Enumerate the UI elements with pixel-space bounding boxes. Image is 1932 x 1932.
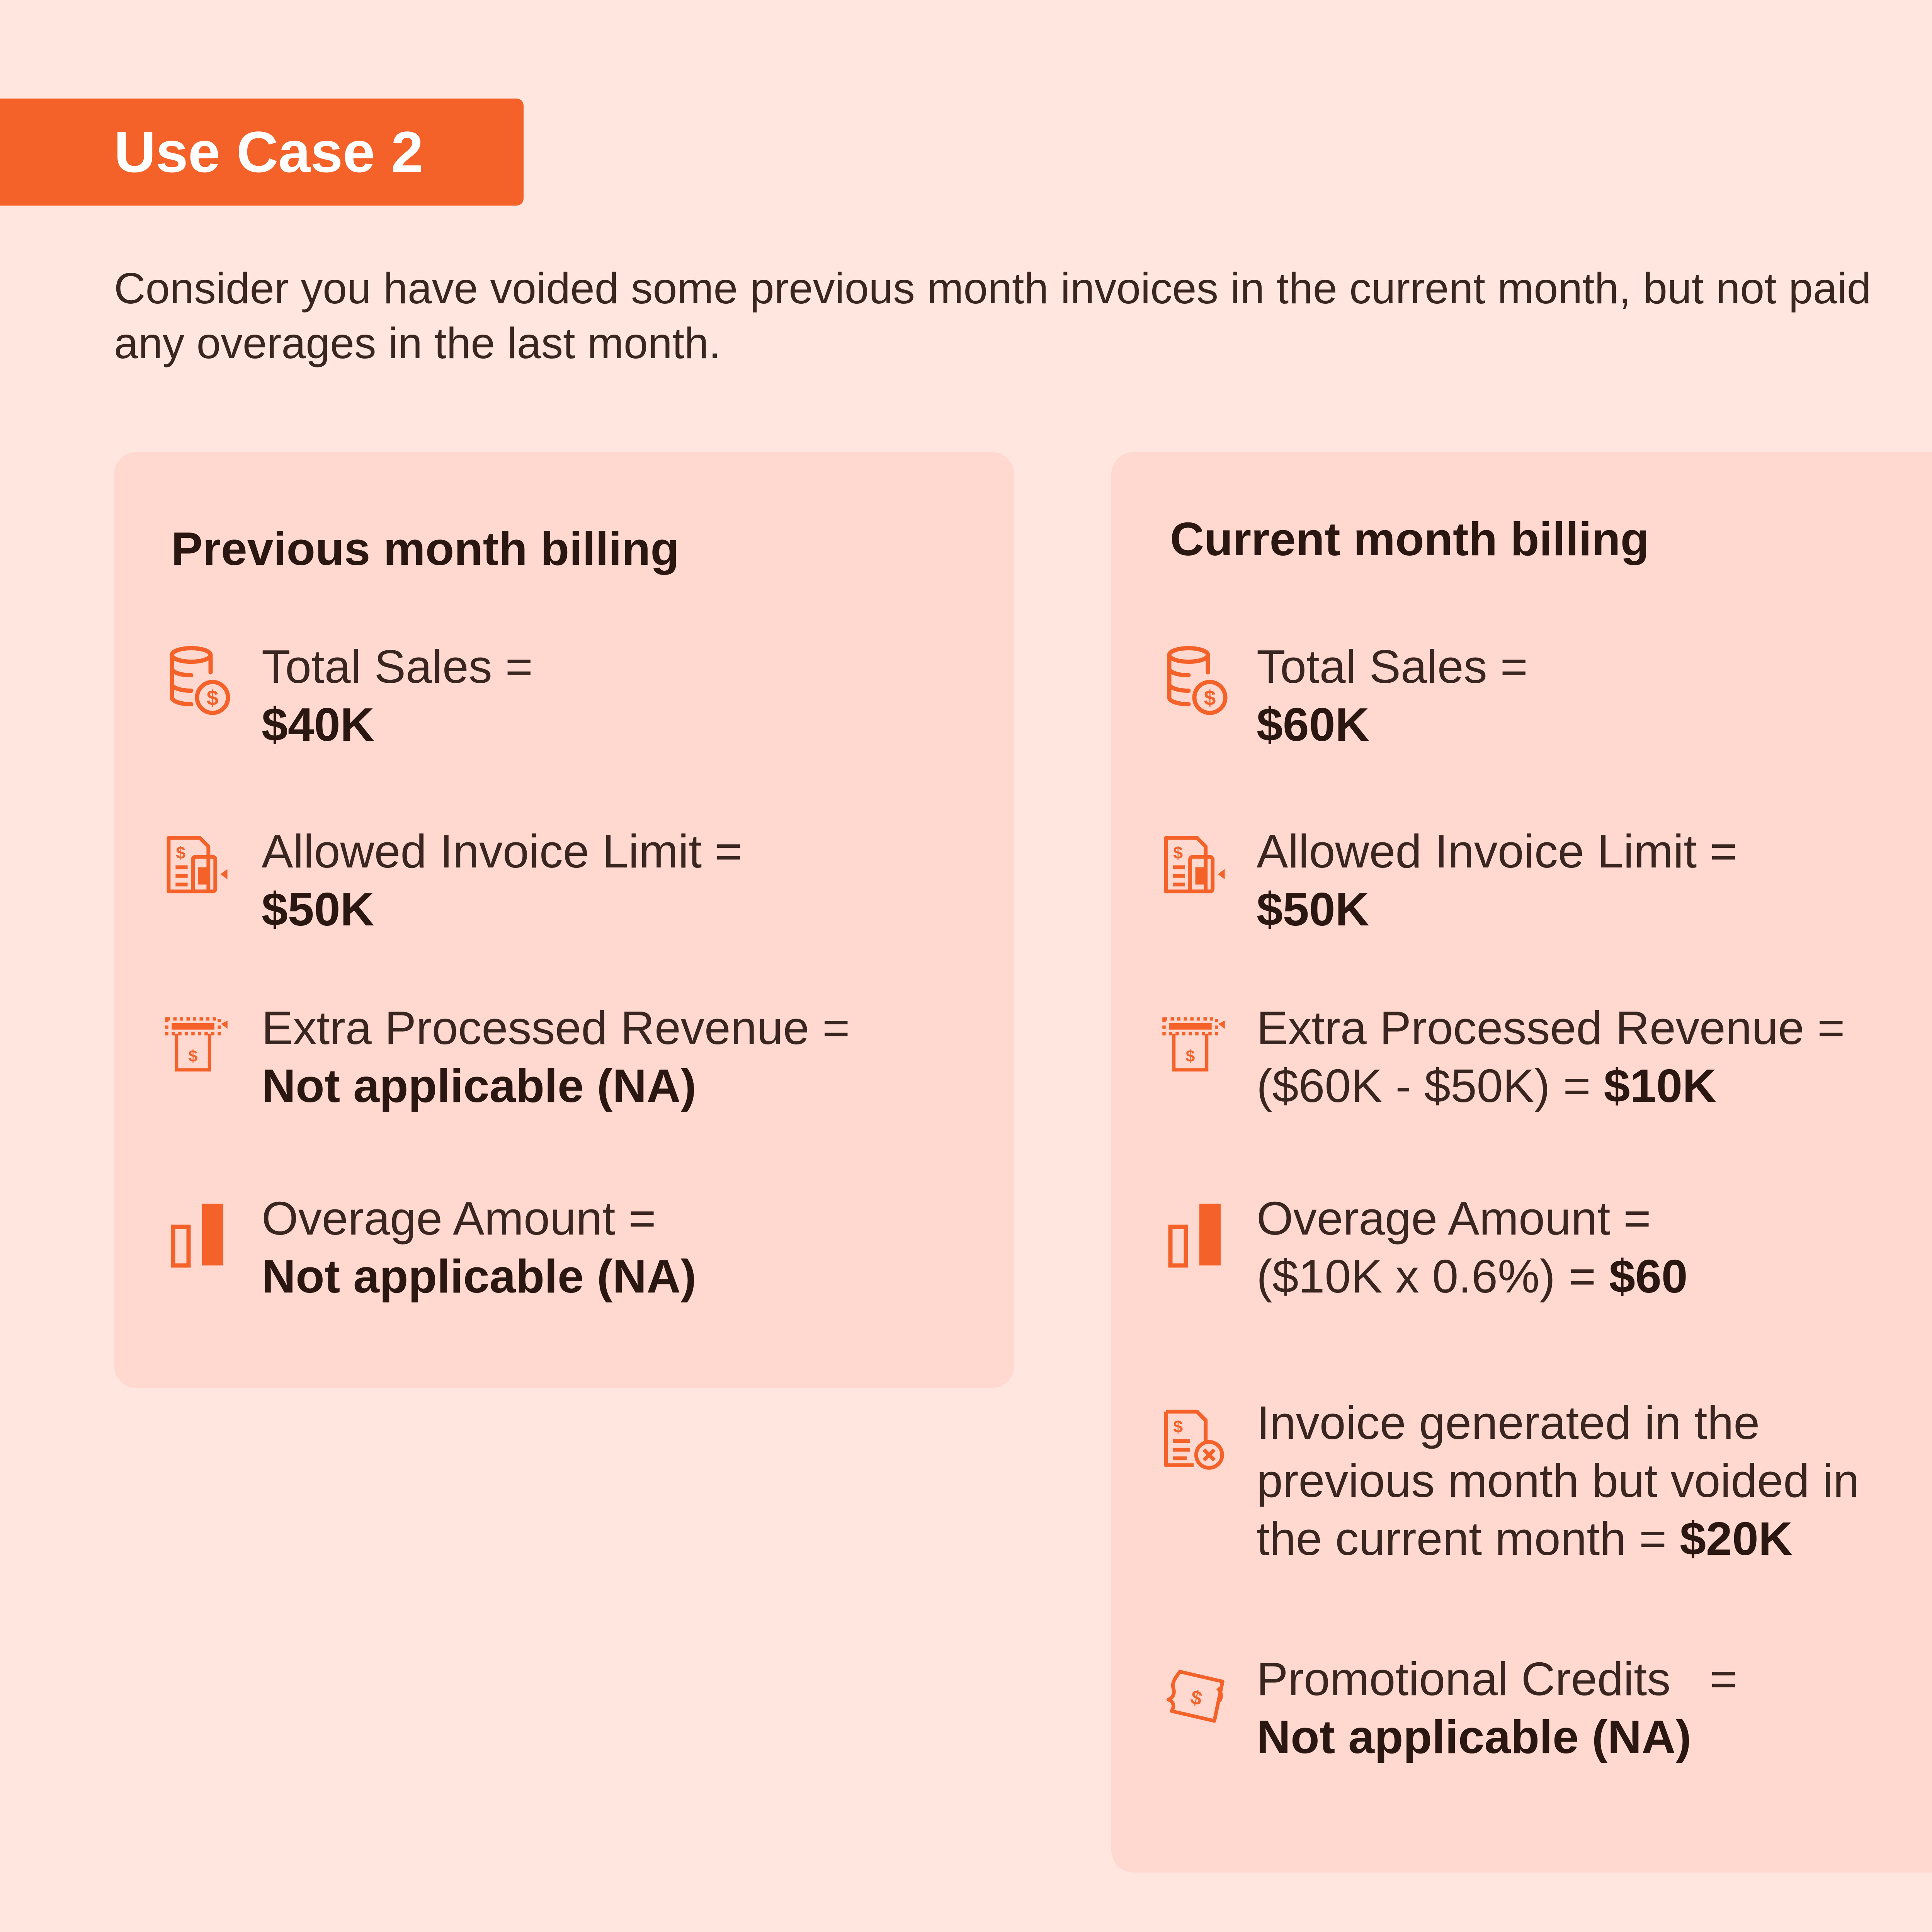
curr-total-sales-value: $60K <box>1257 698 1369 751</box>
previous-month-title: Previous month billing <box>171 522 679 575</box>
promo-ticket-icon <box>1163 1660 1229 1733</box>
curr-promo-credits-text <box>1257 1650 1737 1766</box>
curr-promo-credits-label: Promotional Credits = <box>1257 1653 1738 1705</box>
curr-voided-line-2: previous month but voided in <box>1257 1454 1859 1507</box>
curr-extra-revenue-text <box>1257 999 1845 1115</box>
prev-overage-value: Not applicable (NA) <box>262 1250 697 1303</box>
coins-dollar-icon <box>1163 645 1229 719</box>
invoice-limit-icon <box>163 829 229 902</box>
intro-line-2: any overages in the last month. <box>114 319 721 367</box>
coins-dollar-icon <box>166 645 232 719</box>
prev-total-sales-text <box>262 638 533 753</box>
prev-invoice-limit-value: $50K <box>262 883 374 935</box>
prev-extra-revenue-value: Not applicable (NA) <box>262 1060 697 1112</box>
use-case-label: Use Case 2 <box>114 119 423 184</box>
prev-invoice-limit-text <box>262 822 742 938</box>
curr-voided-invoice-text <box>1257 1394 1859 1568</box>
receipt-printer-icon <box>1161 1009 1226 1082</box>
bar-chart-icon <box>1165 1198 1230 1271</box>
bar-chart-icon <box>167 1198 233 1271</box>
prev-extra-revenue-text <box>262 999 850 1115</box>
curr-overage-formula: ($10K x 0.6%) = <box>1257 1250 1609 1303</box>
use-case-badge <box>0 99 524 206</box>
curr-overage-value: $60 <box>1609 1250 1688 1303</box>
curr-extra-revenue-label: Extra Processed Revenue = <box>1257 1002 1845 1054</box>
intro-line-1: Consider you have voided some previous month invoices in the current month, but not paid <box>114 264 1871 313</box>
curr-total-sales-label: Total Sales = <box>1257 640 1528 693</box>
curr-voided-line-1: Invoice generated in the <box>1257 1396 1760 1449</box>
invoice-limit-icon <box>1161 829 1226 902</box>
curr-invoice-limit-value: $50K <box>1257 883 1369 935</box>
current-month-title: Current month billing <box>1170 513 1650 565</box>
prev-total-sales-label: Total Sales = <box>262 640 533 693</box>
current-month-card <box>1111 452 1932 1872</box>
receipt-printer-icon <box>163 1009 229 1082</box>
voided-invoice-icon <box>1161 1403 1226 1476</box>
curr-invoice-limit-text <box>1257 822 1737 938</box>
curr-extra-revenue-formula: ($60K - $50K) = <box>1257 1060 1604 1112</box>
prev-overage-label: Overage Amount = <box>262 1192 656 1245</box>
curr-total-sales-text <box>1257 638 1528 753</box>
prev-invoice-limit-label: Allowed Invoice Limit = <box>262 825 743 878</box>
curr-voided-value: $20K <box>1680 1512 1793 1565</box>
curr-invoice-limit-label: Allowed Invoice Limit = <box>1257 825 1738 878</box>
previous-month-card <box>114 452 1014 1388</box>
curr-overage-label: Overage Amount = <box>1257 1192 1651 1245</box>
prev-extra-revenue-label: Extra Processed Revenue = <box>262 1002 850 1054</box>
curr-overage-text <box>1257 1189 1688 1305</box>
curr-promo-credits-value: Not applicable (NA) <box>1257 1711 1692 1763</box>
curr-extra-revenue-value: $10K <box>1604 1060 1717 1112</box>
intro-text <box>114 261 1932 371</box>
prev-total-sales-value: $40K <box>262 698 374 751</box>
prev-overage-text <box>262 1189 696 1305</box>
curr-voided-formula: the current month = <box>1257 1512 1680 1565</box>
